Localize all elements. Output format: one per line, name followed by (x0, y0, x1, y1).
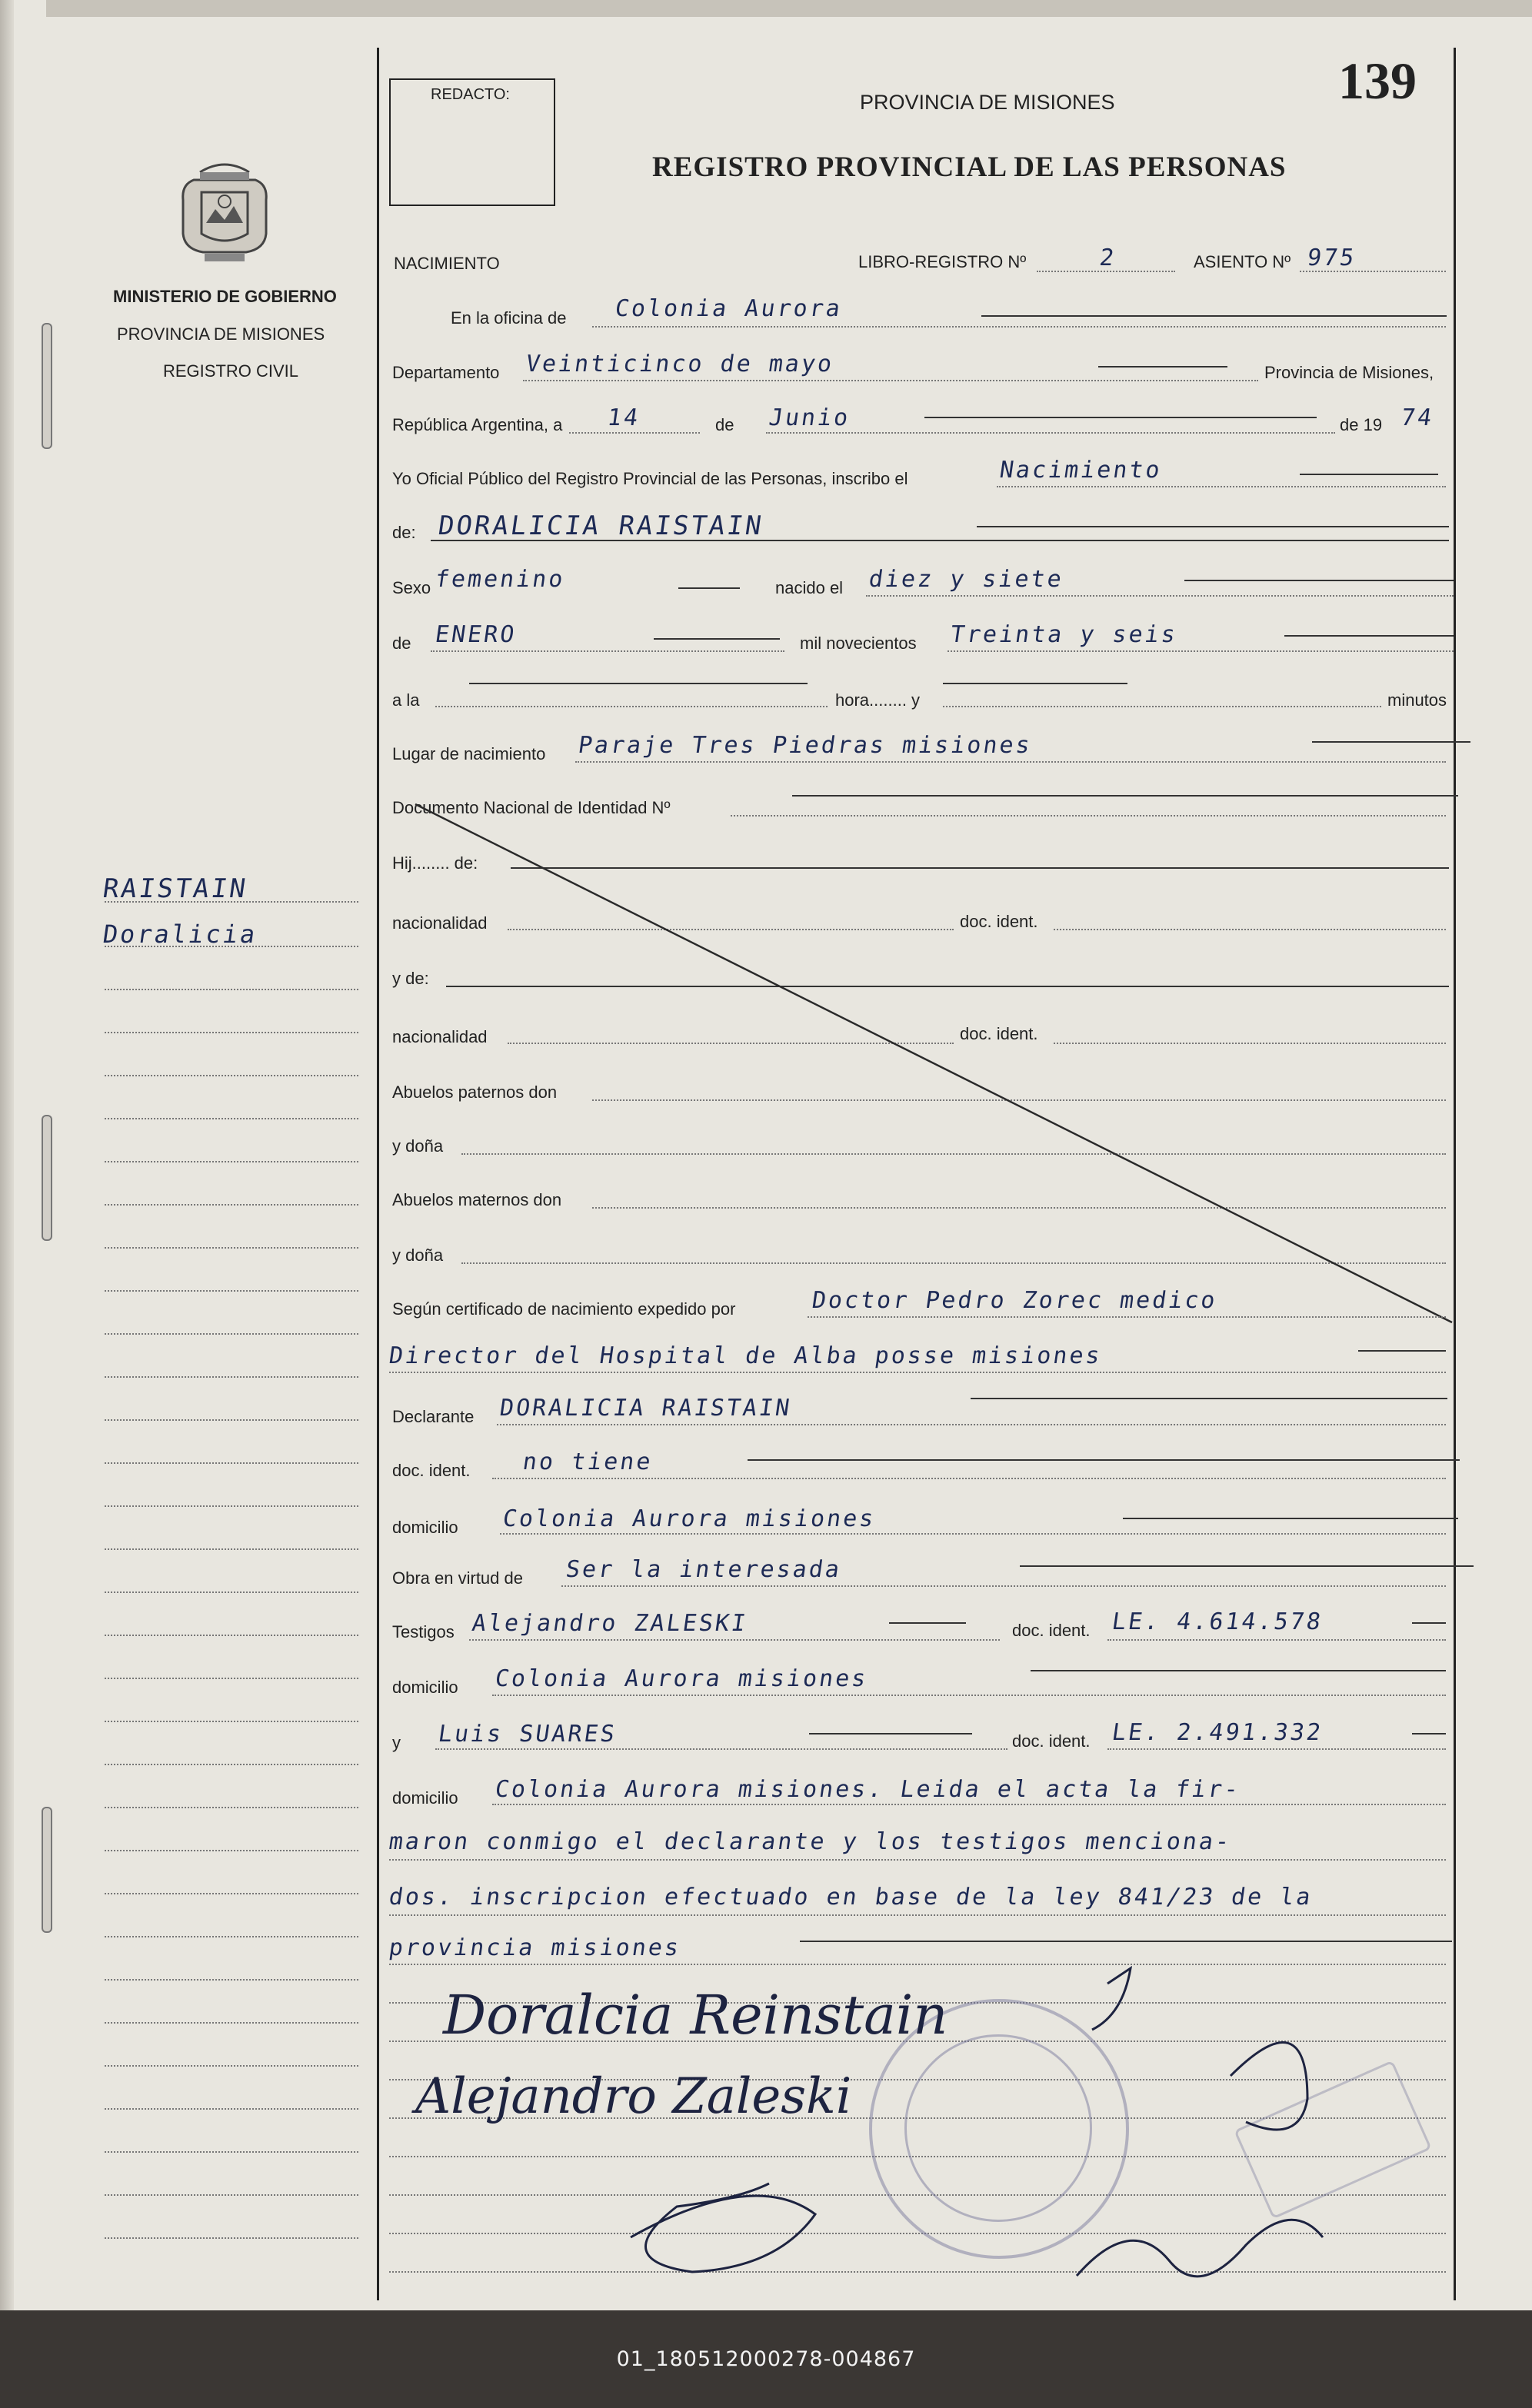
oficina-value: Colonia Aurora (613, 295, 844, 322)
abuelos-paternos-label: Abuelos paternos don (392, 1083, 558, 1102)
departamento-label: Departamento (392, 363, 500, 382)
libro-value: 2 (1097, 244, 1118, 271)
redacto-label: REDACTO: (431, 86, 510, 103)
asiento-label: ASIENTO Nº (1194, 252, 1291, 271)
oficial-label: Yo Oficial Público del Registro Provincial de las Personas, inscribo el (392, 469, 908, 488)
registry-title: REGISTRO PROVINCIAL DE LAS PERSONAS (652, 151, 1287, 183)
doc-ident-label: doc. ident. (960, 912, 1038, 931)
de-colon-label: de: (392, 523, 416, 542)
declarante-label: Declarante (392, 1407, 475, 1426)
testigo2-doc: LE. 2.491.332 (1110, 1719, 1325, 1746)
domicilio1-value: Colonia Aurora misiones (493, 1665, 870, 1692)
sexo-value: femenino (433, 566, 567, 593)
de-month-label: de (392, 634, 411, 653)
testigo1-doc: LE. 4.614.578 (1110, 1608, 1325, 1635)
signature-declarante: Doralcia Reinstain (443, 1984, 948, 2047)
y-dona-label: y doña (392, 1136, 444, 1156)
testigo2-value: Luis SUARES (436, 1721, 619, 1748)
ministry-line2: PROVINCIA DE MISIONES (117, 324, 325, 344)
minutos-label: minutos (1387, 690, 1447, 710)
ministry-line1: MINISTERIO DE GOBIERNO (113, 287, 337, 306)
doc-ident-testigo2-label: doc. ident. (1012, 1731, 1091, 1751)
oficina-label: En la oficina de (451, 308, 567, 328)
name-value: DORALICIA RAISTAIN (436, 511, 766, 541)
domicilio-label: domicilio (392, 1518, 458, 1537)
image-caption: 01_180512000278-004867 (616, 2347, 916, 2371)
margin-given-name: Doralicia (101, 920, 260, 949)
a-la-label: a la (392, 690, 420, 710)
yde-label: y de: (392, 969, 429, 988)
republica-label: República Argentina, a (392, 415, 563, 434)
nacionalidad-label-2: nacionalidad (392, 1027, 488, 1046)
notes-line1: maron conmigo el declarante y los testigos menciona- (387, 1828, 1234, 1855)
certificado-value-2: Director del Hospital de Alba posse misiones (387, 1342, 1104, 1369)
testigo1-value: Alejandro ZALESKI (470, 1610, 750, 1637)
declarante-value: DORALICIA RAISTAIN (498, 1395, 794, 1422)
nacimiento-label: NACIMIENTO (394, 254, 500, 273)
notes-line2: dos. inscripcion efectuado en base de la ley 841/23 de la (387, 1884, 1314, 1911)
doc-value: no tiene (521, 1448, 654, 1475)
year-label: de 19 (1340, 415, 1383, 434)
province-title: PROVINCIA DE MISIONES (860, 91, 1115, 114)
de-label: de (715, 415, 734, 434)
domicilio2-value: Colonia Aurora misiones. Leida el acta la fir- (493, 1776, 1243, 1803)
day-value: 14 (605, 404, 642, 431)
y-label: y (392, 1733, 401, 1752)
doc-ident-testigo1-label: doc. ident. (1012, 1621, 1091, 1640)
departamento-value: Veinticinco de mayo (524, 351, 836, 377)
obra-label: Obra en virtud de (392, 1568, 523, 1588)
domicilio-value: Colonia Aurora misiones (501, 1505, 878, 1532)
birth-month-value: ENERO (433, 621, 518, 648)
doc-ident-label-2: doc. ident. (960, 1024, 1038, 1043)
lugar-label: Lugar de nacimiento (392, 744, 546, 763)
month-value: Junio (767, 404, 852, 431)
year-value: 74 (1399, 404, 1436, 431)
libro-label: LIBRO-REGISTRO Nº (858, 252, 1027, 271)
mil-value: Treinta y seis (948, 621, 1180, 648)
doc-ident-short-label: doc. ident. (392, 1461, 471, 1480)
testigos-label: Testigos (392, 1622, 455, 1641)
ministry-line3: REGISTRO CIVIL (163, 361, 299, 381)
abuelos-maternos-label: Abuelos maternos don (392, 1190, 562, 1209)
signature-testigo: Alejandro Zaleski (415, 2068, 852, 2125)
nacido-label: nacido el (775, 578, 844, 597)
domicilio1-label: domicilio (392, 1678, 458, 1697)
mil-label: mil novecientos (800, 634, 917, 653)
margin-surname: RAISTAIN (101, 873, 250, 904)
sexo-label: Sexo (392, 578, 431, 597)
hora-label: hora........ y (835, 690, 921, 710)
provincia-label: Provincia de Misiones, (1264, 363, 1434, 382)
nacido-value: diez y siete (867, 566, 1066, 593)
dni-label: Documento Nacional de Identidad Nº (392, 798, 671, 817)
oficial-value: Nacimiento (997, 457, 1164, 484)
y-dona-label-2: y doña (392, 1246, 444, 1265)
obra-value: Ser la interesada (564, 1556, 844, 1583)
asiento-value: 975 (1305, 244, 1358, 271)
page-number: 139 (1338, 52, 1417, 110)
hij-label: Hij........ de: (392, 853, 478, 873)
notes-line3: provincia misiones (387, 1934, 683, 1961)
lugar-value: Paraje Tres Piedras misiones (576, 732, 1034, 759)
domicilio2-label: domicilio (392, 1788, 458, 1808)
certificado-value: Doctor Pedro Zorec medico (810, 1287, 1220, 1314)
certificado-label: Según certificado de nacimiento expedido por (392, 1299, 736, 1319)
nacionalidad-label: nacionalidad (392, 913, 488, 933)
